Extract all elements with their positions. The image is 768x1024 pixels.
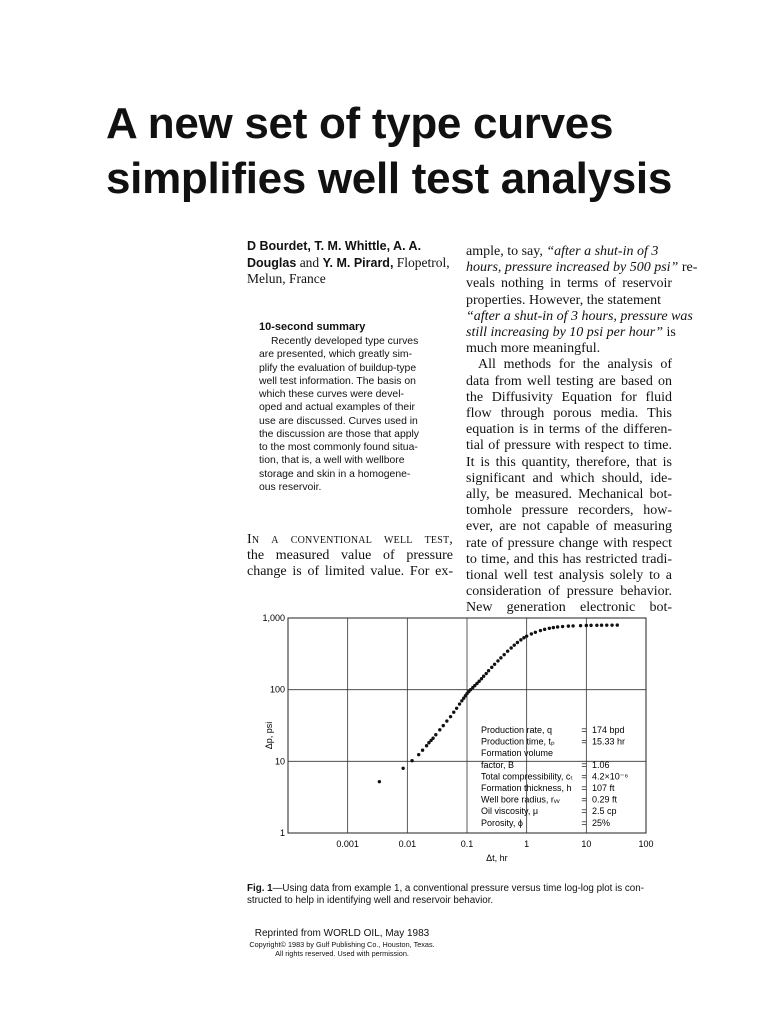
- legend-value: 1.06: [592, 759, 610, 770]
- legend-label: Formation thickness, h: [481, 783, 572, 793]
- reprint-notice: [247, 928, 437, 958]
- data-point: [442, 724, 445, 727]
- data-point: [499, 656, 502, 659]
- legend-equals: =: [581, 806, 587, 817]
- data-point: [493, 663, 496, 666]
- body-opening-smallcaps: In a conventional well test,: [247, 532, 453, 547]
- quote-run: hours, pressure increased by 500 psi”: [466, 260, 679, 276]
- body-line: flow through porous media. This: [466, 406, 672, 422]
- data-point: [452, 710, 455, 713]
- body-line: much more meaningful.: [466, 341, 601, 357]
- summary-line: storage and skin in a homogene-: [259, 468, 411, 480]
- data-point: [401, 767, 404, 770]
- legend-equals: =: [581, 725, 587, 735]
- data-point: [616, 623, 619, 626]
- title-line-1: A new set of type curves: [106, 99, 614, 148]
- data-point: [485, 672, 488, 675]
- data-point: [539, 629, 542, 632]
- summary-line: well test information. The basis on: [259, 375, 416, 387]
- x-tick-label: 0.01: [398, 839, 417, 849]
- summary-heading: 10-second summary: [259, 321, 366, 333]
- summary-line: plify the evaluation of buildup-type: [259, 362, 417, 374]
- title-line-2: simplifies well test analysis: [106, 154, 673, 203]
- data-point: [556, 625, 559, 628]
- data-point: [567, 624, 570, 627]
- summary-line: the discussion are those that apply: [259, 428, 419, 440]
- data-point: [509, 646, 512, 649]
- body-line: tial of pressure with respect to time.: [466, 438, 672, 454]
- legend-label: factor, B: [481, 759, 515, 770]
- body-line: change is of limited value. For ex-: [247, 564, 453, 580]
- author-affiliation: Flopetrol, Melun, France: [247, 254, 450, 286]
- data-point: [445, 719, 448, 722]
- summary-line: ous reservoir.: [259, 481, 322, 493]
- legend-label: Production rate, q: [481, 725, 553, 735]
- figure-caption: [247, 883, 667, 907]
- data-point: [434, 733, 437, 736]
- body-line: the Diffusivity Equation for fluid: [466, 389, 672, 405]
- data-point: [425, 744, 428, 747]
- y-tick-label: 10: [274, 756, 285, 767]
- body-line: tional well test analysis solely to a: [466, 568, 672, 584]
- data-point: [585, 624, 588, 627]
- legend-equals: =: [581, 817, 587, 828]
- x-tick-label: 1: [524, 839, 530, 849]
- figure-label: Fig. 1: [247, 883, 273, 894]
- body-line: data from well testing are based on: [466, 373, 672, 389]
- data-point: [519, 638, 522, 641]
- reprint-source: Reprinted from WORLD OIL, May 1983: [254, 928, 430, 939]
- rights-line: All rights reserved. Used with permission.: [275, 949, 409, 958]
- data-point: [490, 666, 493, 669]
- x-tick-label: 10: [581, 839, 592, 849]
- data-point: [458, 702, 461, 705]
- data-point: [595, 624, 598, 627]
- text-run: is: [663, 325, 676, 341]
- body-line: ally, be measured. Mechanical bot-: [466, 487, 672, 503]
- summary-line: which these curves were devel-: [259, 389, 404, 400]
- data-point: [421, 749, 424, 752]
- summary-line: to the most commonly found situa-: [259, 442, 418, 453]
- x-axis-label: Δt, hr: [486, 853, 508, 863]
- x-tick-label: 100: [638, 839, 654, 849]
- data-point: [502, 653, 505, 656]
- data-point: [378, 780, 381, 783]
- author-and: and: [299, 254, 320, 270]
- body-line: All methods for the analysis of: [478, 357, 672, 373]
- data-point: [417, 753, 420, 756]
- legend-label: Production time, tₚ: [481, 736, 555, 747]
- data-point: [543, 628, 546, 631]
- summary-line: use are discussed. Curves used in: [259, 415, 418, 427]
- quote-run: still increasing by 10 psi per hour”: [466, 325, 664, 341]
- data-point: [589, 624, 592, 627]
- data-point: [455, 707, 458, 710]
- summary-line: tion, that is, a well with wellbore: [259, 455, 405, 467]
- legend-value: 0.29 ft: [592, 794, 618, 805]
- data-point: [525, 634, 528, 637]
- legend-label: Oil viscosity, μ: [481, 806, 539, 817]
- legend-equals: =: [581, 759, 587, 770]
- y-axis-label: Δp, psi: [264, 721, 274, 750]
- data-point: [605, 623, 608, 626]
- y-tick-label: 1: [279, 828, 285, 838]
- figure-caption-text: —Using data from example 1, a conventional pressure versus time log-log plot is con-structed to help in identifying well and reservoir behavior.: [247, 883, 644, 906]
- text-run: ample, to say,: [466, 244, 547, 259]
- legend-label: Porosity, ϕ: [481, 817, 523, 828]
- data-point: [571, 624, 574, 627]
- data-point: [477, 680, 480, 683]
- data-point: [438, 728, 441, 731]
- data-point: [513, 643, 516, 646]
- data-point: [548, 627, 551, 630]
- body-line: the measured value of pressure: [247, 548, 453, 564]
- body-line: consideration of pressure behavior.: [466, 584, 672, 600]
- data-point: [487, 669, 490, 672]
- data-point: [610, 623, 613, 626]
- summary-line: oped and actual examples of their: [259, 402, 415, 414]
- data-point: [534, 631, 537, 634]
- body-line: New generation electronic bot-: [466, 600, 672, 616]
- quote-line: “after a shut-in of 3 hours, pressure was: [466, 308, 693, 324]
- y-tick-label: 1,000: [262, 613, 285, 623]
- quote-run: “after a shut-in of 3: [546, 244, 659, 259]
- summary-line: are presented, which greatly sim-: [259, 349, 413, 361]
- copyright-line: Copyright© 1983 by Gulf Publishing Co., Houston, Texas.: [249, 940, 435, 949]
- data-point: [482, 675, 485, 678]
- legend-label: Total compressibility, cₜ: [481, 771, 574, 782]
- body-line: veals nothing in terms of reservoir: [466, 276, 672, 292]
- legend-value: 174 bpd: [592, 725, 625, 735]
- data-point: [506, 650, 509, 653]
- y-tick-label: 100: [269, 684, 285, 695]
- data-point: [496, 659, 499, 662]
- data-point: [530, 632, 533, 635]
- data-point: [516, 641, 519, 644]
- body-line: It is this quantity, therefore, that is: [466, 454, 672, 470]
- data-point: [431, 737, 434, 740]
- body-line: properties. However, the statement: [466, 292, 661, 308]
- data-point: [552, 626, 555, 629]
- author-names-1: D Bourdet, T. M. Whittle, A. A. Douglas: [247, 239, 422, 270]
- data-point: [449, 715, 452, 718]
- legend-equals: =: [581, 783, 587, 793]
- body-line: ever, are not capable of measuring: [466, 519, 672, 535]
- legend-value: 107 ft: [592, 783, 615, 793]
- text-run: re-: [678, 260, 698, 276]
- x-tick-label: 0.001: [336, 839, 359, 849]
- legend-equals: =: [581, 794, 587, 805]
- body-line: equation is in terms of the differen-: [466, 422, 672, 438]
- data-point: [410, 759, 413, 762]
- legend-value: 2.5 cp: [592, 806, 617, 817]
- data-point: [579, 624, 582, 627]
- body-line: rate of pressure change with respect: [466, 535, 672, 551]
- body-line: significant and which should, ide-: [466, 470, 672, 486]
- body-line: to time, and this has restricted tradi-: [466, 551, 672, 567]
- summary-line: Recently developed type curves: [271, 336, 419, 347]
- legend-label: Well bore radius, rᵥᵥ: [481, 794, 560, 805]
- author-names-2: Y. M. Pirard,: [322, 255, 394, 270]
- legend-label: Formation volume: [481, 748, 554, 759]
- legend-equals: =: [581, 736, 587, 747]
- legend-equals: =: [581, 771, 587, 782]
- data-point: [561, 625, 564, 628]
- body-line: tomhole pressure recorders, how-: [466, 503, 672, 519]
- data-point: [600, 624, 603, 627]
- legend-value: 4.2×10⁻⁶: [592, 771, 629, 782]
- x-tick-label: 0.1: [460, 839, 474, 849]
- legend-value: 15.33 hr: [592, 736, 626, 747]
- legend-value: 25%: [592, 817, 611, 828]
